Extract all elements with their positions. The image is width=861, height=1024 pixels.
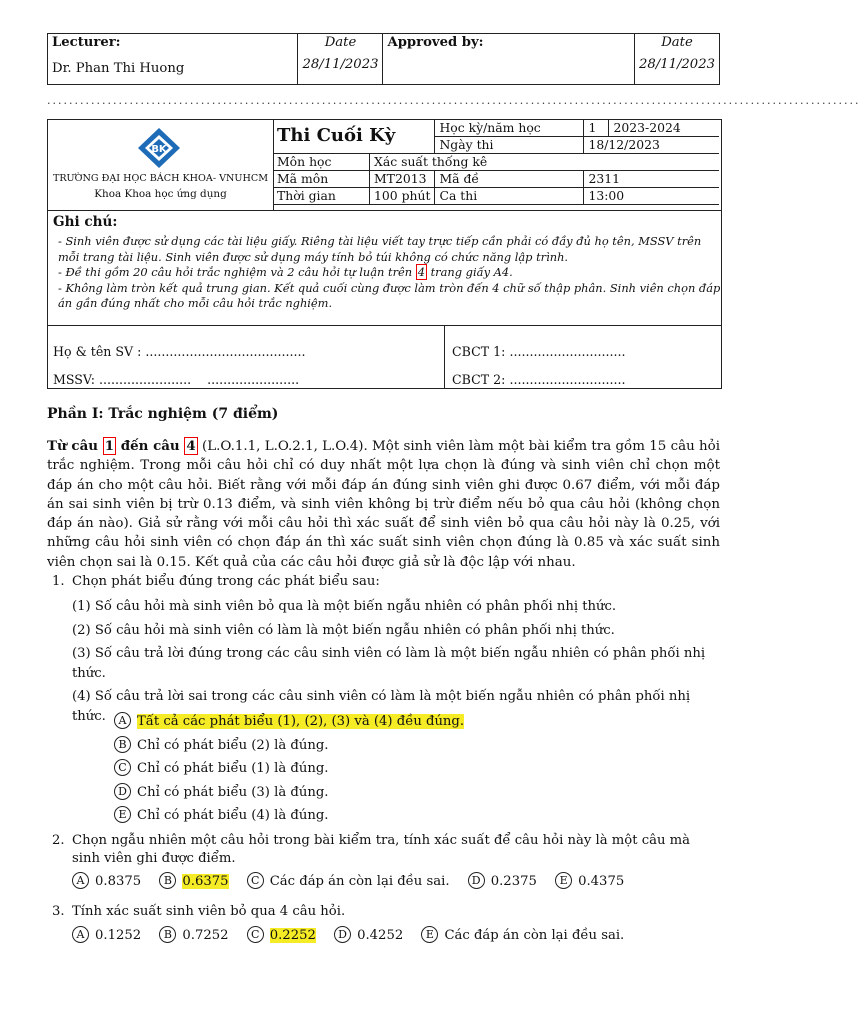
note-item-pages-suffix: trang giấy A4. [430, 265, 513, 280]
q2-option-c[interactable] [247, 874, 450, 889]
option-letter-e: E [555, 872, 572, 889]
approved-cell [383, 34, 634, 85]
shift-label: Ca thi [435, 188, 584, 205]
subject-label: Môn học [273, 154, 370, 171]
student-name-row [53, 343, 306, 361]
note-item-pages [58, 265, 721, 281]
q1-option-c-text: Chỉ có phát biểu (1) là đúng. [137, 761, 329, 776]
option-letter-a: A [72, 872, 89, 889]
q3-option-b-text: 0.7252 [182, 928, 229, 943]
lecturer-name: Dr. Phan Thi Huong [52, 61, 185, 77]
university-name: TRƯỜNG ĐẠI HỌC BÁCH KHOA- VNUHCM [52, 173, 269, 184]
q2-option-a[interactable] [72, 874, 141, 889]
option-letter-d: D [468, 872, 485, 889]
time-value: 100 phút [370, 188, 435, 205]
option-letter-a: A [114, 712, 131, 729]
q3-number: 3. [52, 904, 65, 919]
q1-statements [72, 597, 720, 726]
university-logo-icon [136, 126, 182, 170]
q2-option-e[interactable] [555, 874, 624, 889]
exam-title-cell [273, 120, 435, 154]
svg-text:BK: BK [151, 144, 167, 155]
q2-number: 2. [52, 833, 65, 848]
q3-option-d-text: 0.4252 [357, 928, 404, 943]
option-letter-c: C [247, 926, 264, 943]
semester-label: Học kỳ/năm học [435, 120, 584, 137]
lecturer-date-cell [298, 34, 383, 85]
q1-text: Chọn phát biểu đúng trong các phát biểu sau: [72, 574, 380, 589]
q2-option-d-text: 0.2375 [490, 874, 537, 889]
part1-heading: Phần I: Trắc nghiệm (7 điểm) [47, 406, 279, 422]
lecturer-date: 28/11/2023 [302, 57, 379, 73]
q1-statement: (1) Số câu hỏi mà sinh viên bỏ qua là một biến ngẫu nhiên có phân phối nhị thức. [72, 599, 617, 614]
q3-option-c-text: 0.2252 [269, 928, 316, 943]
divider-dotted: .................................................................................................................................................... [47, 94, 861, 107]
note-item-pages-text: Đề thi gồm 20 câu hỏi trắc nghiệm và 2 câu hỏi tự luận trên [65, 265, 413, 280]
q1-option-d-text: Chỉ có phát biểu (3) là đúng. [137, 784, 329, 800]
approved-date-cell [634, 34, 719, 85]
exam-date-label: Ngày thi [435, 137, 584, 154]
code-label: Mã môn [273, 171, 370, 188]
exam-info-table [273, 120, 719, 205]
lecturer-cell [48, 34, 298, 85]
lecturer-label: Lecturer: [52, 35, 121, 50]
cbct2-row [452, 371, 626, 389]
student-id-row [53, 371, 299, 389]
option-letter-c: C [247, 872, 264, 889]
q1-number: 1. [52, 574, 65, 589]
q3-option-e[interactable] [421, 928, 624, 943]
option-letter-c: C [114, 759, 131, 776]
student-id-field[interactable]: ....................... ....................... [99, 372, 300, 387]
part1-intro [47, 437, 720, 572]
q1-option-a[interactable] [114, 710, 714, 734]
q3-options [72, 926, 720, 945]
note-item: - Sinh viên được sử dụng các tài liệu giấy. Riêng tài liệu viết tay trực tiếp cần phải có đầy đủ họ tên, MSSV trên mỗi trang tài liệu. Sinh viên được sử dụng máy tính bỏ túi không có chức năng lập trình. [58, 234, 721, 265]
q1-options [114, 710, 714, 828]
q3-option-e-text: Các đáp án còn lại đều sai. [444, 928, 625, 943]
option-letter-b: B [114, 736, 131, 753]
year-value: 2023-2024 [609, 120, 719, 137]
faculty-name: Khoa Khoa học ứng dụng [94, 188, 227, 200]
q3-text: Tính xác suất sinh viên bỏ qua 4 câu hỏi. [72, 904, 346, 919]
paper-value: 2311 [584, 171, 719, 188]
student-name-field[interactable]: ........................................ [145, 344, 306, 359]
option-letter-b: B [159, 872, 176, 889]
q2-option-e-text: 0.4375 [578, 874, 625, 889]
cbct2-label: CBCT 2: [452, 372, 506, 387]
option-letter-d: D [334, 926, 351, 943]
q1-option-c[interactable] [114, 757, 714, 781]
subject-value: Xác suất thống kê [370, 154, 720, 171]
q2-text: Chọn ngẫu nhiên một câu hỏi trong bài kiểm tra, tính xác suất để câu hỏi này là một câu mà sinh viên ghi được điểm. [72, 833, 691, 866]
q1-option-e-text: Chỉ có phát biểu (4) là đúng. [137, 808, 329, 823]
q1-option-b[interactable] [114, 734, 714, 758]
notes-heading: Ghi chú: [53, 214, 118, 230]
cbct1-label: CBCT 1: [452, 344, 506, 359]
cbct1-field[interactable]: ............................. [509, 344, 626, 359]
q2-option-c-text: Các đáp án còn lại đều sai. [269, 874, 450, 889]
q3-option-b[interactable] [159, 928, 228, 943]
intro-to: đến câu [120, 438, 180, 454]
shift-value: 13:00 [584, 188, 719, 205]
q1-statement: (4) Số câu trả lời sai trong các câu sinh viên có làm là một biến ngẫu nhiên có phân phối nhị thức. [72, 689, 691, 724]
paper-label: Mã đề [435, 171, 584, 188]
student-id-label: MSSV: [53, 372, 95, 387]
university-block [48, 120, 274, 210]
semester-value: 1 [584, 120, 609, 137]
q1-statement: (2) Số câu hỏi mà sinh viên có làm là một biến ngẫu nhiên có phân phối nhị thức. [72, 622, 615, 638]
intro-q4-link[interactable]: 4 [186, 438, 196, 454]
q2-options [72, 872, 720, 891]
q2-option-b-text: 0.6375 [182, 874, 229, 889]
q2-option-d[interactable] [468, 874, 537, 889]
intro-from: Từ câu [47, 438, 98, 454]
q3-option-d[interactable] [334, 928, 403, 943]
exam-header [47, 119, 722, 389]
lecturer-table [47, 33, 720, 85]
option-letter-e: E [114, 806, 131, 823]
cbct1-row [452, 343, 626, 361]
notes-section [48, 210, 721, 323]
option-letter-e: E [421, 926, 438, 943]
option-letter-d: D [114, 783, 131, 800]
q2-option-b[interactable] [159, 874, 228, 889]
code-value: MT2013 [370, 171, 435, 188]
approved-label: Approved by: [387, 35, 484, 50]
q1-option-d[interactable] [114, 781, 714, 805]
student-divider [444, 326, 445, 389]
q1-option-e[interactable] [114, 804, 714, 828]
intro-text: (L.O.1.1, L.O.2.1, L.O.4). Một sinh viên làm một bài kiểm tra gồm 15 câu hỏi trắc nghiệm. Trong mỗi câu hỏi chỉ có duy nhất một lựa chọn là đúng và sinh viên chỉ chọn một đáp án cho một câu hỏi. Biết rằng với mỗi đáp án đúng sinh viên ghi được 0.67 điểm, với mỗi đáp án sai sinh viên bị trừ 0.13 điểm, và sinh viên không bị trừ điểm nếu bỏ qua câu hỏi (không chọn đáp án nào). Giả sử rằng với mỗi câu hỏi thì xác suất để sinh viên bỏ qua câu hỏi này là 0.25, với những câu hỏi sinh viên có chọn đáp án thì xác suất sinh viên chọn đúng là 0.85 và xác suất sinh viên chọn sai là 0.15. Kết quả của các câu hỏi được giả sử là độc lập với nhau. [47, 439, 720, 570]
approved-date-label: Date [661, 35, 693, 50]
q3-option-c[interactable] [247, 928, 316, 943]
student-name-label: Họ & tên SV : [53, 344, 142, 359]
note-item: - Không làm tròn kết quả trung gian. Kết quả cuối cùng được làm tròn đến 4 chữ số thập phân. Sinh viên chọn đáp án gần đúng nhất cho mỗi câu hỏi trắc nghiệm. [58, 281, 721, 312]
option-letter-b: B [159, 926, 176, 943]
cbct2-field[interactable]: ............................. [509, 372, 626, 387]
q1-option-b-text: Chỉ có phát biểu (2) là đúng. [137, 737, 329, 753]
q1-statement: (3) Số câu trả lời đúng trong các câu sinh viên có làm là một biến ngẫu nhiên có phân phối nhị thức. [72, 646, 706, 681]
q3-option-a-text: 0.1252 [95, 928, 142, 943]
pages-link[interactable]: 4 [417, 265, 425, 280]
time-label: Thời gian [273, 188, 370, 205]
exam-date-value: 18/12/2023 [584, 137, 719, 154]
q1-option-a-text: Tất cả các phát biểu (1), (2), (3) và (4) đều đúng. [137, 714, 465, 729]
date-label: Date [324, 35, 357, 50]
student-section [48, 325, 721, 389]
option-letter-a: A [72, 926, 89, 943]
exam-title: Thi Cuối Kỳ [277, 125, 396, 146]
q2-option-a-text: 0.8375 [95, 874, 142, 889]
approved-date: 28/11/2023 [638, 57, 715, 73]
notes-list [58, 234, 721, 312]
intro-q1-link[interactable]: 1 [104, 438, 115, 454]
q3-option-a[interactable] [72, 928, 141, 943]
